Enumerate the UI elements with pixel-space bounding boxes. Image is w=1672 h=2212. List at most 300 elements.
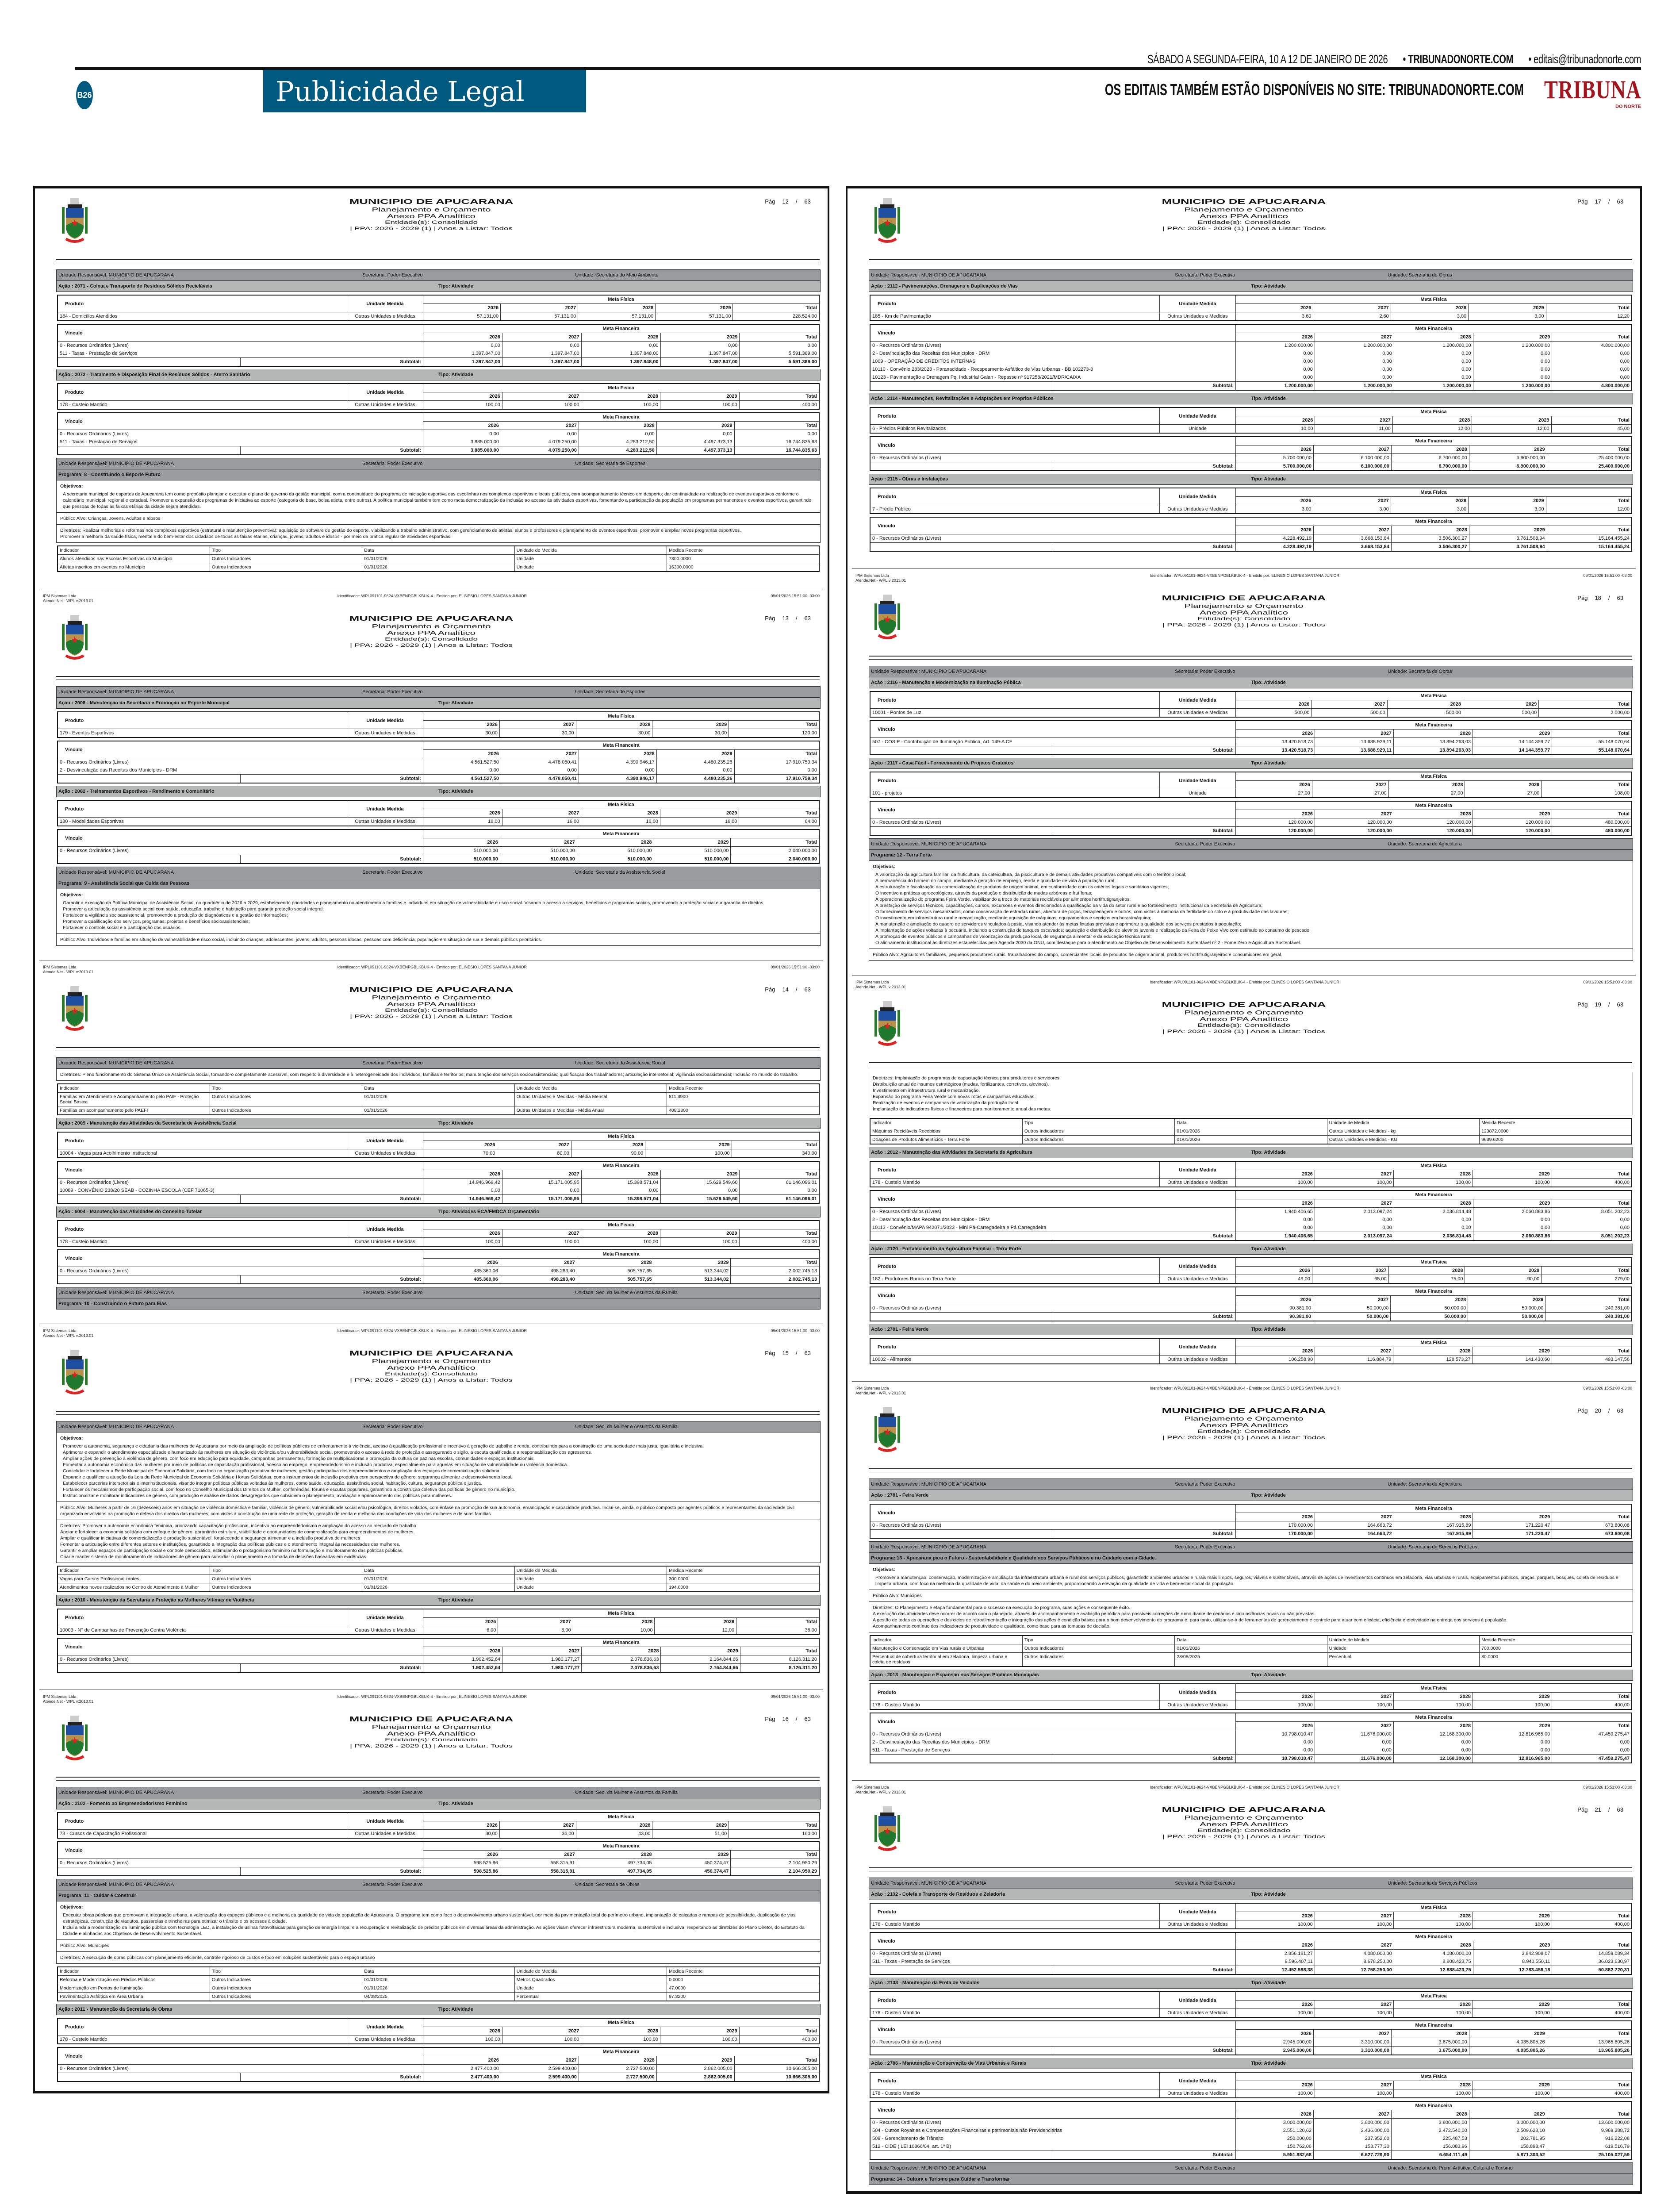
indicator-header: Medida Recente: [667, 546, 819, 555]
objective-paragraph: Promover a qualificação dos serviços, programas, projetos e benefícios socioassistenciais;: [63, 919, 250, 924]
year-header: 2027: [1313, 304, 1391, 312]
value-cell: 15.171.005,95: [502, 1179, 581, 1187]
action-type-label: Tipo:: [1251, 680, 1263, 685]
table-header-row: [870, 437, 1632, 445]
year-header: 2028: [581, 392, 660, 401]
action-type: [438, 284, 473, 289]
year-header: 2027: [1315, 1941, 1394, 1950]
year-header: 2029: [1472, 416, 1551, 425]
email-link[interactable]: • editais@tribunadonorte.com: [1528, 52, 1641, 66]
year-header: 2029: [1473, 1347, 1552, 1356]
block-publico: [56, 1502, 821, 1520]
table-row: [58, 342, 819, 350]
report-page: [848, 1780, 1640, 2191]
table-row: [58, 312, 819, 321]
value-cell: 100,00: [1315, 1920, 1394, 1929]
secretariat-value: Poder Executivo: [387, 1790, 423, 1795]
secretariat-label: Secretaria:: [362, 1790, 386, 1795]
financial-goal-table: [870, 1190, 1632, 1241]
guideline-text: Implantação de indicadores físicos e financeiros para monitoramento anual das metas.: [873, 1106, 1051, 1112]
unit-value: Sec. da Mulher e Assuntos da Familia: [596, 1790, 678, 1795]
subtotal-spacer: [870, 1313, 1053, 1321]
action-name: [58, 789, 438, 794]
product-cell: 178 - Custeio Mantido: [870, 1920, 1159, 1929]
action-value: 2786 - Manutenção e Conservação de Vias Urbanas e Rurais: [887, 2061, 1027, 2066]
year-header: 2026: [1236, 416, 1315, 425]
value-cell: 6.700.000,00: [1391, 454, 1469, 462]
unit-label: Unidade:: [575, 461, 595, 466]
guideline-text: Apoiar e fortalecer a economia solidária com enfoque de gênero, garantindo estrutura, visibilidade e oportunidades de comercialização para empreendimentos de mulheres.: [60, 1529, 415, 1535]
action-value: 2781 - Feira Verde: [887, 1327, 929, 1332]
table-header-row: [870, 1338, 1632, 1347]
indicator-cell: Vagas para Cursos Profissionalizantes: [58, 1575, 210, 1583]
table-header-row: [870, 1190, 1632, 1199]
indicator-cell: Percentual: [514, 1993, 667, 2001]
page-total: 63: [804, 986, 811, 993]
action-name: [871, 1327, 1251, 1332]
guideline-text: Criar e manter sistema de monitoramento de indicadores de gênero para subsidiar o planejamento e a tomada de decisões baseadas em evidências: [60, 1554, 366, 1559]
vinculo-header: Vínculo: [870, 801, 1236, 818]
subtotal-value: 14.144.359,77: [1473, 746, 1552, 755]
value-cell: 500,00: [1463, 709, 1538, 718]
action-label: Ação :: [871, 284, 886, 289]
year-header: Total: [740, 333, 819, 342]
meta-financeira-header: Meta Financeira: [1236, 517, 1632, 526]
table-header-row: [58, 295, 819, 304]
secretariat-label: Secretaria:: [362, 689, 386, 695]
year-header: Total: [1542, 1267, 1632, 1275]
unit: [1388, 669, 1452, 674]
unit-measure-cell: Outras Unidades e Medidas: [347, 312, 423, 321]
year-header: 2027: [1313, 445, 1391, 454]
indicator-cell: Outros Indicadores: [1022, 1136, 1174, 1144]
product-header: Produto: [870, 488, 1159, 505]
meta-financeira-header: Meta Financeira: [1236, 2101, 1632, 2110]
action-header-bar: [869, 1147, 1633, 1158]
responsible-unit: [58, 1790, 362, 1795]
action-type: [1251, 2061, 1286, 2066]
value-cell: 0,00: [1236, 1738, 1315, 1746]
year-header: 2028: [1393, 730, 1473, 738]
subtotal-row: [58, 855, 819, 864]
block-fisica: [869, 1257, 1633, 1284]
block-objetivos: [56, 480, 821, 513]
year-header: 2027: [499, 1821, 576, 1830]
block-publico: [869, 1590, 1633, 1602]
year-header: Total: [1547, 445, 1632, 454]
value-cell: 1.940.406,65: [1236, 1208, 1315, 1216]
value-cell: 8.940.550,11: [1473, 1958, 1552, 1966]
year-header: Total: [729, 1821, 819, 1830]
year-header: 2029: [1473, 2001, 1552, 2009]
value-cell: 1.200.000,00: [1236, 342, 1315, 350]
guideline-paragraph: [60, 1523, 817, 1529]
guideline-paragraph: [873, 1611, 1629, 1617]
unit: [575, 273, 658, 278]
value-cell: 158.893,47: [1469, 2143, 1547, 2151]
report-subtitle: Planejamento e Orçamento: [1184, 1814, 1304, 1821]
guideline-paragraph: [873, 1623, 1629, 1629]
year-header: Total: [736, 1618, 819, 1626]
secretariat-label: Secretaria:: [362, 1882, 386, 1887]
action-type-value: Atividade: [1264, 1980, 1286, 1985]
secretariat: [1175, 841, 1388, 847]
year-header: 2027: [1313, 497, 1391, 505]
footer-timestamp: 09/01/2026 15:51:00 -03:00: [771, 1694, 820, 1699]
year-header: 2028: [1391, 2110, 1469, 2119]
table-row: [58, 1179, 819, 1187]
table-row: [58, 1626, 819, 1635]
report-page: [35, 1690, 828, 2091]
value-cell: 100,00: [1236, 1920, 1315, 1929]
year-header: 2027: [502, 333, 581, 342]
block-acao: [869, 677, 1633, 688]
action-value: 2781 - Feira Verde: [887, 1493, 929, 1498]
year-header: Total: [1552, 2081, 1632, 2089]
year-header: Total: [1547, 2110, 1632, 2119]
report-footer: [852, 568, 1636, 585]
vinculo-cell: 0 - Recursos Ordinários (Livres): [58, 430, 423, 438]
indicator-cell: Unidade: [514, 1984, 667, 1993]
block-fisica: [869, 2072, 1633, 2098]
action-type: [1251, 476, 1286, 482]
table-row: [870, 1304, 1632, 1313]
indicator-header: Data: [1175, 1118, 1327, 1127]
indicator-cell: Outros Indicadores: [1022, 1127, 1174, 1136]
subtotal-spacer: [870, 1755, 1053, 1763]
block-programa: [56, 878, 821, 889]
year-header: 2026: [423, 392, 502, 401]
unit-header-bar: [869, 1479, 1633, 1490]
page-total: 63: [1617, 1806, 1623, 1813]
subtotal-value: 2.013.097,24: [1315, 1232, 1394, 1241]
subtotal-value: 55.148.070,64: [1552, 746, 1632, 755]
subtotal-value: 15.164.455,24: [1547, 543, 1632, 552]
subtotal-value: 25.105.027,59: [1547, 2151, 1632, 2160]
subtotal-value: 2.078.836,63: [582, 1664, 661, 1673]
unit-measure-cell: Unidade: [1159, 425, 1235, 434]
year-header: 2029: [1473, 1693, 1552, 1701]
guideline-paragraph: [873, 1605, 1629, 1611]
year-header: 2026: [1236, 1170, 1315, 1179]
value-cell: 0,00: [1552, 365, 1632, 373]
target-audience-box: [56, 1502, 821, 1520]
value-cell: 27,00: [1312, 789, 1388, 798]
program-value: 9 - Assistência Social que Cuida das Pessoas: [84, 881, 190, 886]
action-value: 2116 - Manutenção e Modernização na Iluminação Pública: [887, 680, 1021, 685]
year-header: 2027: [1315, 1513, 1394, 1521]
indicator-cell: Unidade: [514, 1575, 667, 1583]
action-label: Ação :: [58, 789, 73, 794]
guideline-paragraph: [873, 1100, 1629, 1106]
year-header: Total: [734, 2056, 819, 2065]
year-header: 2026: [1236, 2001, 1315, 2009]
vinculo-header: Vínculo: [58, 1842, 423, 1859]
year-header: Total: [739, 392, 819, 401]
value-cell: 10.666.305,00: [734, 2065, 819, 2073]
physical-goal-table: [57, 383, 820, 410]
product-cell: 178 - Custeio Mantido: [870, 2089, 1159, 2098]
value-cell: 11.676.000,00: [1315, 1730, 1394, 1739]
page-label: Pág: [1577, 198, 1588, 205]
block-acao: [869, 1490, 1633, 1501]
action-value: 2008 - Manutenção da Secretaria e Promoção ao Esporte Municipal: [74, 700, 230, 706]
page-label: Pág: [765, 1716, 775, 1722]
subtotal-value: 558.315,91: [500, 1867, 577, 1876]
meta-fisica-header: Meta Física: [1236, 1992, 1632, 2001]
objectives-box: [56, 1901, 821, 1940]
block-objetivos: [56, 1432, 821, 1502]
objectives-label: Objetivos:: [60, 484, 83, 489]
year-header: 2029: [654, 838, 731, 847]
subtotal-value: 1.397.847,00: [660, 358, 740, 367]
year-header: Total: [732, 1141, 819, 1149]
report-title: MUNICIPIO DE APUCARANA: [1162, 198, 1326, 206]
report-footer: [39, 1324, 823, 1340]
year-header: 2026: [423, 838, 500, 847]
responsible-unit-value: MUNICIPIO DE APUCARANA: [108, 870, 174, 875]
year-header: 2029: [1473, 730, 1552, 738]
site-note: OS EDITAIS TAMBÉM ESTÃO DISPONÍVEIS NO SITE: TRIBUNADONORTE.COM: [1105, 81, 1524, 99]
subtotal-value: 120.000,00: [1394, 827, 1473, 836]
year-header: 2028: [1394, 1941, 1473, 1950]
value-cell: 3.668.153,84: [1313, 534, 1391, 543]
value-cell: 16,00: [423, 818, 502, 826]
subtotal-label: Subtotal:: [1053, 2151, 1235, 2160]
meta-fisica-header: Meta Física: [423, 1132, 819, 1141]
vinculo-header: Vínculo: [58, 413, 423, 430]
value-cell: 150.762,06: [1236, 2143, 1314, 2151]
indicator-cell: 16300.0000: [667, 563, 819, 572]
subtotal-row: [58, 1664, 819, 1673]
block-diretrizes: [869, 1072, 1633, 1115]
block-diretrizes: [56, 1952, 821, 1964]
page-counter: [1570, 1806, 1623, 1813]
value-cell: 8,00: [498, 1626, 573, 1635]
vinculo-cell: 10089 - CONVÊNIO 238/20 SEAB - COZINHA ESCOLA (CEF 71065-3): [58, 1187, 423, 1195]
block-acao: [869, 393, 1633, 404]
footer-company: [855, 980, 906, 990]
objective-paragraph: Fortalecer o controle social e a participação dos usuários.: [63, 925, 182, 930]
financial-goal-table: [57, 741, 820, 783]
value-cell: 8.126.311,20: [740, 1655, 819, 1664]
year-header: 2028: [1394, 1199, 1473, 1208]
report-footer: [852, 1381, 1636, 1398]
guideline-text: Ampliar e qualificar iniciativas de comercialização e produção sustentável, fortalecendo a segurança alimentar e a inclusão produtiva de mulheres: [60, 1536, 360, 1541]
block-financeira: [869, 1190, 1633, 1241]
value-cell: 36.023.630,97: [1552, 1958, 1632, 1966]
site-link[interactable]: • TRIBUNADONORTE.COM: [1403, 52, 1513, 66]
secretariat: [1175, 1881, 1388, 1886]
action-type-value: Atividade: [1264, 1672, 1286, 1678]
footer-timestamp: 09/01/2026 15:51:00 -03:00: [1583, 1785, 1632, 1790]
guidelines-label: Diretrizes:: [60, 1072, 81, 1077]
logo-wordmark: TRIBUNA: [1544, 75, 1641, 104]
action-header-bar: [869, 1670, 1633, 1681]
value-cell: 100,00: [1315, 1701, 1394, 1710]
block-diretrizes: [56, 525, 821, 543]
subtotal-value: 120.000,00: [1315, 827, 1394, 836]
indicator-header: Data: [362, 546, 514, 555]
physical-goal-table: [57, 2018, 820, 2044]
header-rule: [56, 259, 820, 263]
action-label: Ação :: [58, 2007, 73, 2012]
year-header: 2027: [1315, 1912, 1394, 1920]
year-header: 2029: [660, 1229, 740, 1238]
guidelines-box: [56, 1520, 821, 1563]
report-entity: Entidade(s): Consolidado: [1197, 1023, 1291, 1028]
value-cell: 513.344,02: [654, 1267, 731, 1275]
indicators-table: [870, 1118, 1632, 1144]
value-cell: 100,00: [502, 1238, 581, 1247]
table-row: [870, 1275, 1632, 1284]
objective-paragraph: A prestação de serviços técnicos, capacitações, cursos, excursões e eventos direcionados à qualificação da vida do setor rural e ao fortalecimento institucional da Secretaria de Agricultura;: [875, 903, 1263, 908]
page-label: Pág: [765, 1350, 775, 1356]
unit: [1388, 1482, 1462, 1487]
responsible-unit-label: Unidade Responsável:: [58, 870, 107, 875]
year-header: Total: [731, 838, 819, 847]
action-type-label: Tipo:: [438, 372, 450, 377]
year-header: 2028: [1394, 333, 1473, 342]
table-row: [58, 847, 819, 855]
value-cell: 2.599.400,00: [501, 2065, 579, 2073]
page-separator: /: [795, 986, 798, 993]
subtotal-row: [870, 827, 1632, 836]
year-header: Total: [1552, 1941, 1632, 1950]
meta-fisica-header: Meta Física: [423, 1813, 819, 1821]
value-cell: 0,00: [1473, 357, 1552, 365]
page-separator: /: [795, 198, 798, 205]
action-value: 2013 - Manutenção e Expansão nos Serviços Públicos Municipais: [887, 1672, 1039, 1678]
product-header: Produto: [58, 1221, 347, 1238]
product-cell: 178 - Custeio Mantido: [870, 2009, 1159, 2018]
subtotal-label: Subtotal:: [1053, 2047, 1235, 2055]
year-header: 2028: [571, 1141, 645, 1149]
report-subtitle: Planejamento e Orçamento: [372, 623, 491, 630]
financial-goal-table: [57, 324, 820, 367]
product-header: Produto: [870, 295, 1159, 312]
meta-financeira-header: Meta Financeira: [423, 413, 819, 422]
value-cell: 0,00: [1236, 349, 1315, 357]
subtotal-value: 4.228.492,19: [1236, 543, 1314, 552]
value-cell: 120.000,00: [1394, 818, 1473, 827]
indicator-header: Medida Recente: [667, 1967, 819, 1976]
report-name: Anexo PPA Analítico: [387, 1364, 476, 1371]
subtotal-value: 47.459.275,47: [1552, 1755, 1632, 1763]
program-header-bar: [56, 1890, 821, 1901]
indicator-cell: 01/01/2026: [362, 1093, 514, 1106]
indicator-cell: Outros Indicadores: [210, 1575, 362, 1583]
value-cell: 0,00: [1552, 349, 1632, 357]
report-subtitle: Planejamento e Orçamento: [1184, 1415, 1304, 1422]
vinculo-cell: 0 - Recursos Ordinários (Livres): [58, 342, 423, 350]
footer-company-name: IPM Sistemas Ltda: [43, 1329, 77, 1333]
meta-fisica-header: Meta Física: [423, 2018, 819, 2027]
subtotal-value: 15.171.005,95: [502, 1195, 581, 1204]
indicator-header: Data: [362, 1967, 514, 1976]
subtotal-value: 5.591.389,00: [740, 358, 819, 367]
table-row: [870, 1950, 1632, 1958]
year-header: 2029: [1463, 700, 1538, 709]
value-cell: 0,00: [1315, 357, 1394, 365]
indicator-cell: 123872.0000: [1480, 1127, 1632, 1136]
value-cell: 47.459.275,47: [1552, 1730, 1632, 1739]
block-fisica: [56, 1220, 821, 1247]
unit-label: Unidade:: [575, 1424, 595, 1429]
secretariat-value: Poder Executivo: [387, 461, 423, 466]
value-cell: 240.381,00: [1545, 1304, 1632, 1313]
product-cell: 101 - projetos: [870, 789, 1159, 798]
page-counter: [758, 986, 811, 993]
subtotal-value: 3.668.153,84: [1313, 543, 1391, 552]
value-cell: 3,00: [1391, 505, 1468, 514]
meta-financeira-header: Meta Financeira: [1236, 1287, 1632, 1296]
responsible-unit-value: MUNICIPIO DE APUCARANA: [921, 273, 987, 278]
action-type-value: Atividade: [1264, 284, 1286, 289]
unit-measure-cell: Outras Unidades e Medidas: [347, 818, 423, 826]
block-programa: [869, 1553, 1633, 1564]
product-header: Produto: [870, 2072, 1159, 2089]
value-cell: 0,00: [1394, 373, 1473, 382]
secretariat-value: Poder Executivo: [1200, 1881, 1235, 1886]
objective-paragraph: A promoção de eventos públicos e campanhas de valorização da produção local, de segurança alimentar e da educação técnica rural;: [875, 934, 1152, 939]
target-audience-box: [56, 513, 821, 525]
target-audience-label: Público Alvo:: [873, 1593, 900, 1598]
responsible-unit-value: MUNICIPIO DE APUCARANA: [921, 669, 987, 674]
unit-value: Sec. da Mulher e Assuntos da Familia: [596, 1290, 678, 1295]
block-programa: [869, 850, 1633, 861]
unit-measure-header: Unidade Medida: [347, 1813, 423, 1830]
subtotal-value: 4.480.235,26: [656, 775, 734, 783]
guideline-paragraph: [60, 1955, 817, 1961]
product-header: Produto: [58, 2018, 347, 2035]
table-row: [870, 534, 1632, 543]
value-cell: 0,00: [1315, 365, 1394, 373]
secretariat-value: Poder Executivo: [387, 1060, 423, 1066]
page-number: 17: [1595, 198, 1601, 205]
year-header: 2028: [1391, 497, 1468, 505]
financial-goal-table: [870, 324, 1632, 391]
subtotal-row: [58, 775, 819, 783]
subtotal-value: 5.700.000,00: [1236, 462, 1314, 471]
value-cell: 16,00: [581, 818, 660, 826]
action-type-value: Atividade: [1264, 1327, 1286, 1332]
vinculo-cell: 0 - Recursos Ordinários (Livres): [870, 534, 1236, 543]
value-cell: 6,00: [423, 1626, 498, 1635]
indicator-header: Tipo: [210, 1967, 362, 1976]
value-cell: 3.506.300,27: [1391, 534, 1469, 543]
year-header: 2027: [1312, 700, 1387, 709]
target-audience-box: [869, 949, 1633, 961]
physical-goal-table: [57, 1609, 820, 1635]
year-header: 2027: [502, 809, 581, 818]
action-type-value: Atividade: [451, 1121, 473, 1126]
objective-paragraph: A permanência do homem no campo, mediante a geração de emprego, renda e qualidade de vida à população rural;: [875, 878, 1116, 883]
indicators-table: [870, 1635, 1632, 1667]
report-header: [39, 1706, 823, 1777]
financial-goal-table: [57, 1161, 820, 1204]
subtotal-value: 15.629.549,60: [660, 1195, 740, 1204]
year-header: 2027: [501, 304, 578, 312]
product-cell: 184 - Domicílios Atendidos: [58, 312, 347, 321]
value-cell: 2.104.950,29: [731, 1859, 819, 1867]
secretariat-label: Secretaria:: [362, 870, 386, 875]
report-subtitle: Planejamento e Orçamento: [372, 206, 491, 213]
report-header: [852, 188, 1636, 259]
year-header: 2026: [423, 304, 501, 312]
block-fisica: [869, 1683, 1633, 1710]
newspaper-logo[interactable]: [1520, 77, 1641, 110]
